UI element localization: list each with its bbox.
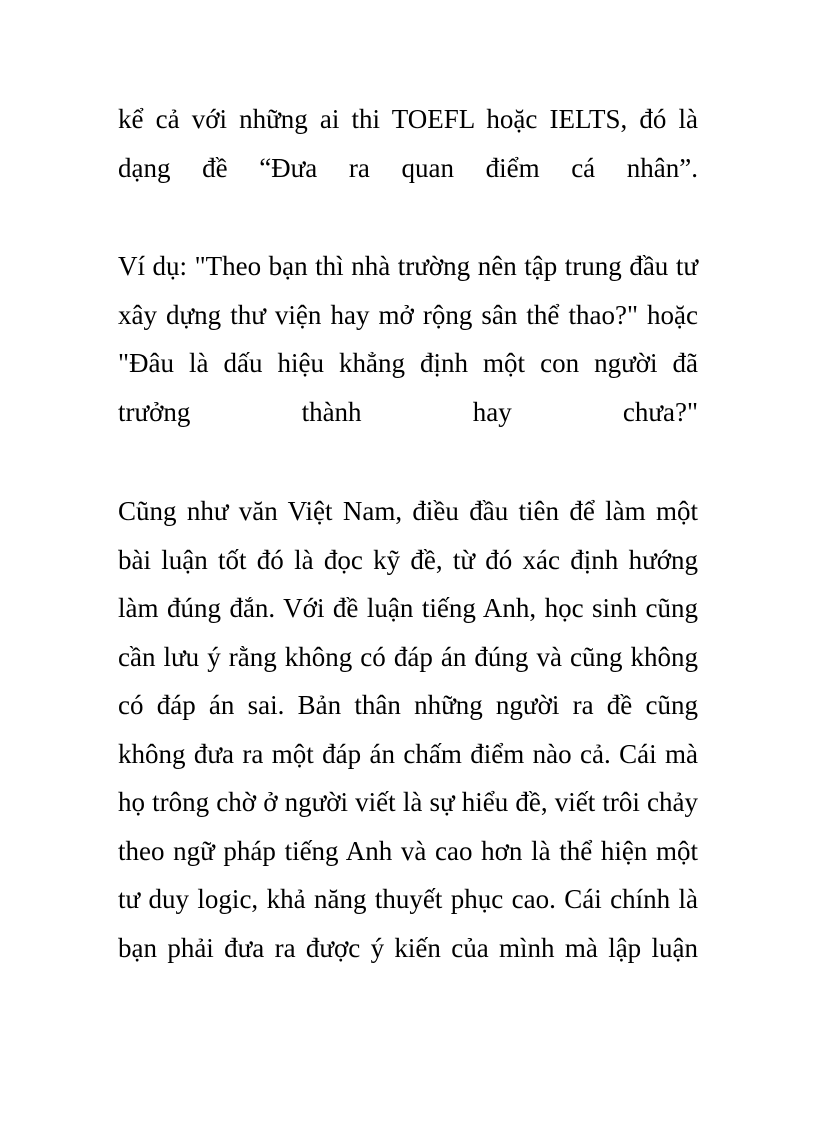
- paragraph-example: [118, 242, 698, 436]
- text-line: có đáp án sai. Bản thân những người ra đề cũng: [118, 690, 698, 720]
- text-line: Ví dụ: "Theo bạn thì nhà trường nên tập trung đầu tư: [118, 251, 698, 281]
- text-line: trưởng thành hay chưa?": [118, 396, 698, 427]
- text-line: họ trông chờ ở người viết là sự hiểu đề, viết trôi chảy: [118, 787, 698, 817]
- text-line: dạng đề “Đưa ra quan điểm cá nhân”.: [118, 152, 698, 183]
- text-line: Cũng như văn Việt Nam, điều đầu tiên để làm một: [118, 496, 698, 526]
- paragraph-exam-type: [118, 95, 698, 192]
- text-line: bài luận tốt đó là đọc kỹ đề, từ đó xác định hướng: [118, 544, 698, 575]
- text-line: xây dựng thư viện hay mở rộng sân thể thao?" hoặc: [118, 299, 698, 330]
- text-line: cần lưu ý rằng không có đáp án đúng và cũng không: [118, 641, 698, 672]
- paragraph-advice: [118, 487, 698, 972]
- text-line: "Đâu là dấu hiệu khẳng định một con người đã: [118, 348, 698, 378]
- text-line: không đưa ra một đáp án chấm điểm nào cả. Cái mà: [118, 738, 698, 769]
- text-line: làm đúng đắn. Với đề luận tiếng Anh, học sinh cũng: [118, 593, 698, 623]
- text-line: theo ngữ pháp tiếng Anh và cao hơn là thể hiện một: [118, 835, 698, 866]
- text-line: kể cả với những ai thi TOEFL hoặc IELTS, đó là: [118, 104, 698, 134]
- text-line: tư duy logic, khả năng thuyết phục cao. Cái chính là: [118, 884, 698, 914]
- text-line: bạn phải đưa ra được ý kiến của mình mà lập luận: [118, 932, 698, 963]
